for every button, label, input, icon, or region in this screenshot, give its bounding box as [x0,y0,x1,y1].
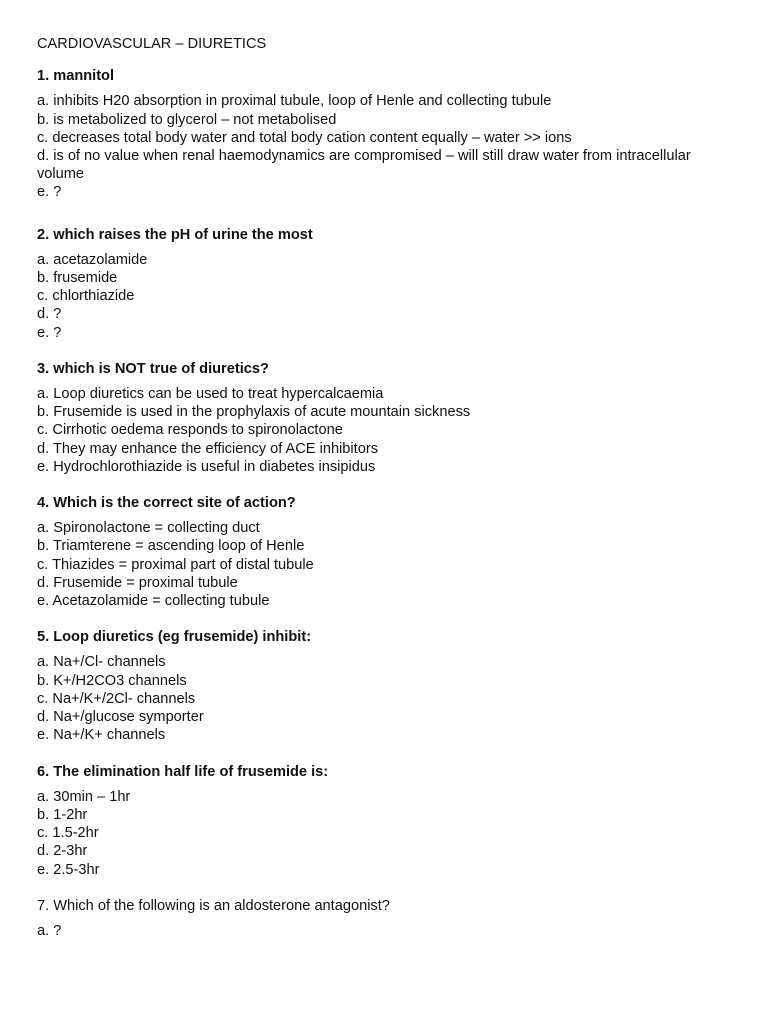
answer-option: d. They may enhance the efficiency of ACE inhibitors [37,440,378,457]
answer-option: c. Cirrhotic oedema responds to spironolactone [37,422,343,439]
answer-option: e. ? [37,324,62,341]
question-title: 1. mannitol [37,68,115,85]
question-2 [37,226,737,342]
answer-option: a. Spironolactone = collecting duct [37,520,260,537]
answer-option: e. Acetazolamide = collecting tubule [37,593,270,610]
answer-option: a. 30min – 1hr [37,788,131,805]
document-page [37,35,737,956]
answer-option: a. inhibits H20 absorption in proximal tubule, loop of Henle and collecting tubule [37,93,552,110]
question-4 [37,494,737,610]
question-7 [37,897,737,940]
answer-option: b. 1-2hr [37,806,88,823]
question-5 [37,628,737,744]
answer-option: a. Na+/Cl- channels [37,654,166,671]
question-title: 7. Which of the following is an aldosterone antagonist? [37,897,390,914]
answer-option: e. ? [37,184,62,201]
question-title: 2. which raises the pH of urine the most [37,226,313,243]
answer-option: e. 2.5-3hr [37,861,100,878]
answer-option: a. ? [37,922,62,939]
answer-option: d. Na+/glucose symporter [37,709,204,726]
answer-option: c. decreases total body water and total body cation content equally – water >> ions [37,129,572,146]
answer-option: c. Thiazides = proximal part of distal tubule [37,556,314,573]
question-title: 6. The elimination half life of frusemide is: [37,763,329,780]
answer-option: a. acetazolamide [37,251,148,268]
answer-option: b. Triamterene = ascending loop of Henle [37,538,305,555]
answer-option: d. 2-3hr [37,843,88,860]
answer-option: e. Na+/K+ channels [37,727,166,744]
answer-option: b. is metabolized to glycerol – not metabolised [37,111,337,128]
answer-option: b. Frusemide is used in the prophylaxis of acute mountain sickness [37,404,471,421]
question-title: 4. Which is the correct site of action? [37,495,296,512]
answer-option: d. is of no value when renal haemodynamics are compromised – will still draw water from intracellular volume [37,148,691,183]
question-3 [37,360,737,476]
question-title: 5. Loop diuretics (eg frusemide) inhibit: [37,629,312,646]
answer-option: d. Frusemide = proximal tubule [37,574,238,591]
answer-option: c. Na+/K+/2Cl- channels [37,690,196,707]
question-title: 3. which is NOT true of diuretics? [37,360,269,377]
answer-option: c. 1.5-2hr [37,825,99,842]
question-1 [37,67,737,201]
answer-option: a. Loop diuretics can be used to treat hypercalcaemia [37,386,384,403]
answer-option: b. K+/H2CO3 channels [37,672,187,689]
question-6 [37,763,737,879]
document-title: CARDIOVASCULAR – DIURETICS [37,36,267,52]
answer-option: b. frusemide [37,270,118,287]
answer-option: e. Hydrochlorothiazide is useful in diabetes insipidus [37,458,376,475]
answer-option: d. ? [37,306,62,323]
answer-option: c. chlorthiazide [37,288,135,305]
